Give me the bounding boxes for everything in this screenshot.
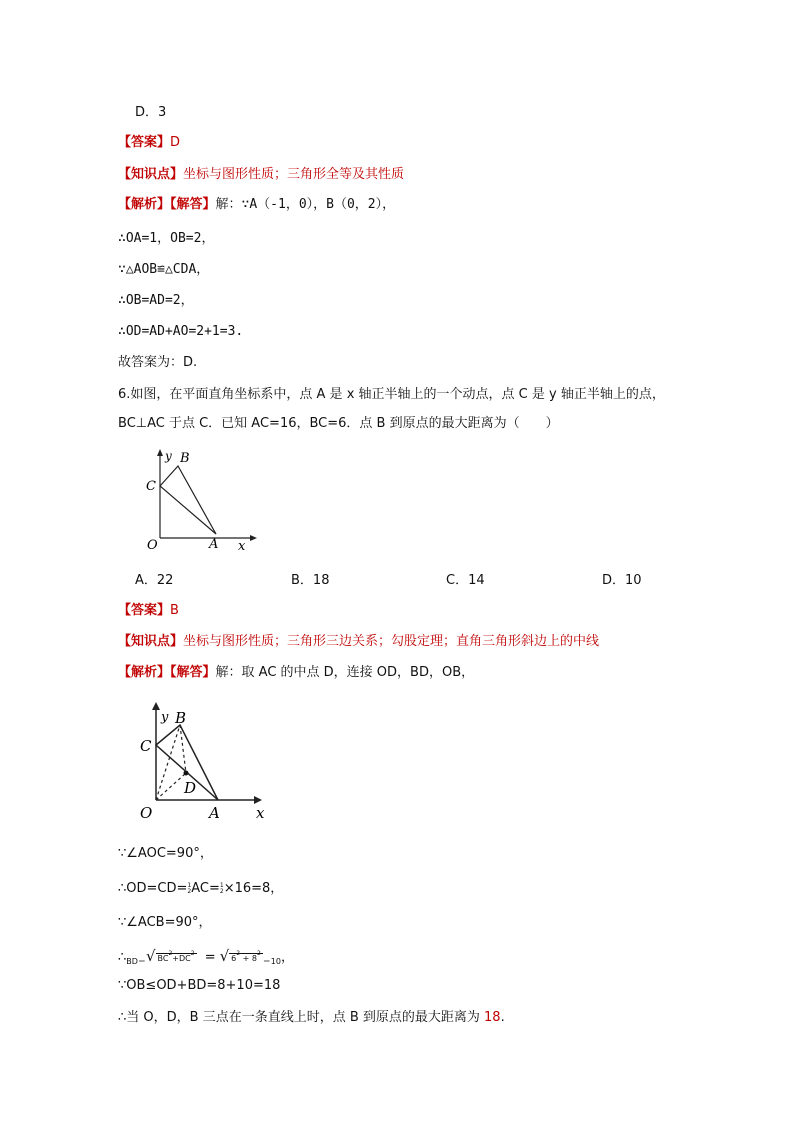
- step4-pre: ∴: [118, 950, 127, 965]
- q6-stem-line-1: 6.如图，在平面直角坐标系中，点 A 是 x 轴正半轴上的一个动点，点 C 是 y 轴正半轴上的点，: [118, 387, 665, 402]
- q6-sol-step-5: ∵OB≤OD+BD=8+10=18: [118, 978, 281, 993]
- sqrt-sign-1: √: [145, 947, 156, 965]
- step2-pre: ∴OD=CD=: [118, 881, 188, 896]
- result-ten: ＝10: [262, 957, 281, 966]
- q6-answer: [118, 602, 179, 620]
- prev-step-4: ∴OD=AD+AO=2+1=3.: [118, 324, 244, 339]
- radicand-1: [156, 950, 197, 963]
- point-d: [184, 771, 189, 776]
- label-d: D: [184, 779, 197, 797]
- q6-solution-figure: [132, 700, 272, 822]
- prev-step-3: ∴OB=AD=2，: [118, 293, 194, 308]
- step6-value: 18: [484, 1010, 501, 1025]
- prev-step-2: ∵△AOB≌△CDA，: [118, 262, 210, 277]
- radicand-2-six: 6: [231, 954, 237, 963]
- knowledge-tag: 【知识点】: [118, 167, 184, 182]
- step2-post: ×16=8，: [223, 881, 284, 896]
- label-b: B: [180, 451, 190, 466]
- sqrt-sign-2: √: [219, 947, 230, 965]
- label-x: x: [238, 539, 246, 554]
- exp-4: 2: [256, 950, 261, 957]
- label-y: y: [161, 710, 169, 725]
- exp-1: 2: [168, 950, 173, 957]
- q6-knowledge-point: [118, 633, 599, 651]
- label-o: O: [147, 538, 158, 553]
- analysis-tag: 【解析】【解答】: [118, 665, 216, 680]
- step4-end: ，: [280, 950, 294, 965]
- prev-step-1: ∴OA=1，OB=2，: [118, 231, 215, 246]
- radicand-2: [229, 950, 263, 963]
- knowledge-text: 坐标与图形性质；三角形全等及其性质: [183, 167, 405, 182]
- radicand-2-eight: + 8: [242, 954, 257, 963]
- answer-tag: 【答案】: [118, 603, 171, 618]
- radicand-1-dc: +DC: [172, 954, 191, 963]
- x-axis-arrow: [254, 796, 262, 804]
- prev-option-d: D．3: [135, 105, 167, 120]
- prev-analysis: [118, 196, 395, 214]
- analysis-intro: 解：取 AC 的中点 D，连接 OD，BD，OB，: [215, 665, 475, 680]
- equals-sign: =: [204, 950, 216, 965]
- step2-mid: AC=: [191, 881, 220, 896]
- q6-sol-step-4: [118, 945, 294, 971]
- fraction-denominator: 2: [187, 887, 192, 895]
- q6-option-c: C．14: [446, 573, 485, 588]
- label-a: A: [209, 537, 219, 552]
- label-x: x: [256, 804, 265, 822]
- answer-value: D: [170, 135, 181, 150]
- fraction-numerator: 1: [219, 881, 224, 889]
- y-axis-arrow: [152, 702, 160, 710]
- answer-tag: 【答案】: [118, 135, 171, 150]
- q6-figure: [140, 448, 260, 556]
- prev-conclusion: 故答案为：D.: [118, 355, 198, 370]
- fraction-denominator: 2: [219, 887, 224, 895]
- radicand-1-bc: BC: [157, 954, 169, 963]
- x-axis-arrow: [250, 535, 257, 541]
- label-c: C: [146, 479, 156, 494]
- label-c: C: [140, 737, 152, 755]
- exp-3: 2: [236, 950, 241, 957]
- bd-label: BD＝: [126, 957, 146, 966]
- q6-stem-line-2: BC⊥AC 于点 C．已知 AC=16，BC=6．点 B 到原点的最大距离为（ ）: [118, 416, 559, 431]
- q6-sol-step-1: ∵∠AOC=90°，: [118, 846, 213, 861]
- knowledge-text: 坐标与图形性质；三角形三边关系；勾股定理；直角三角形斜边上的中线: [183, 634, 600, 649]
- triangle-abc: [160, 466, 216, 534]
- fraction-numerator: 1: [187, 881, 192, 889]
- prev-knowledge-point: [118, 166, 404, 184]
- q6-option-b: B．18: [291, 573, 330, 588]
- step6-end: .: [500, 1010, 505, 1025]
- y-axis-arrow: [157, 449, 163, 456]
- analysis-intro: 解：∵A（-1，0），B（0，2），: [215, 197, 396, 212]
- label-a: A: [209, 804, 220, 822]
- label-y: y: [165, 449, 172, 463]
- label-o: O: [140, 804, 153, 822]
- step6-text: ∴当 O，D，B 三点在一条直线上时，点 B 到原点的最大距离为: [118, 1010, 485, 1025]
- q6-option-d: D．10: [602, 573, 642, 588]
- label-b: B: [175, 709, 187, 727]
- knowledge-tag: 【知识点】: [118, 634, 184, 649]
- q6-sol-step-2: [118, 880, 283, 898]
- q6-option-a: A．22: [135, 573, 174, 588]
- q6-sol-step-6: [118, 1009, 505, 1027]
- q6-sol-step-3: ∵∠ACB=90°，: [118, 915, 212, 930]
- q6-analysis: [118, 664, 474, 682]
- exp-2: 2: [190, 950, 195, 957]
- analysis-tag: 【解析】【解答】: [118, 197, 216, 212]
- prev-answer: [118, 134, 180, 152]
- answer-value: B: [170, 603, 179, 618]
